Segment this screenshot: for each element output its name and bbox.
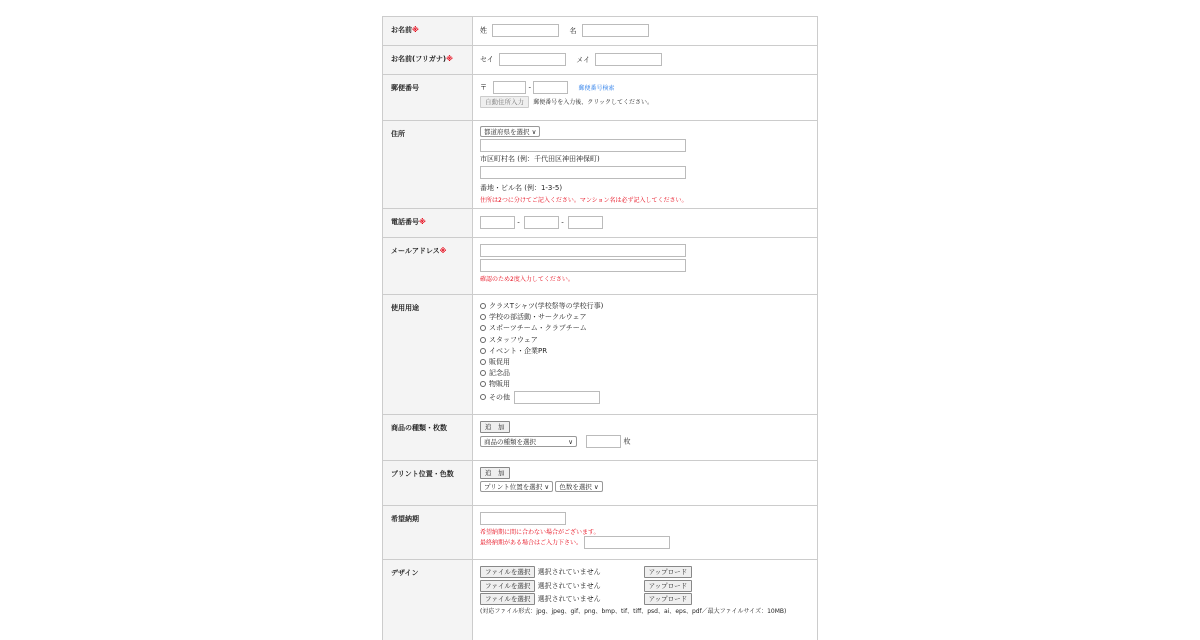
file-select-button[interactable]: ファイルを選択 [480, 593, 535, 605]
postal-search-link[interactable]: 郵便番号検索 [578, 84, 615, 92]
kana-mei-label: メイ [576, 55, 591, 64]
no-file-text: 選択されていません [537, 568, 601, 576]
usage-option[interactable]: 物販用 [480, 379, 810, 390]
postal-code-2-input[interactable] [533, 81, 568, 94]
postal-mark: 〒 [480, 83, 487, 92]
phone-dash-1: - [517, 218, 520, 227]
radio-icon[interactable] [480, 348, 486, 354]
row-email [383, 238, 817, 295]
radio-icon[interactable] [480, 337, 486, 343]
prefecture-select[interactable]: 都道府県を選択 ∨ [480, 126, 540, 137]
design-label: デザイン [383, 560, 473, 640]
kana-label: お名前(フリガナ)※ [383, 46, 473, 74]
usage-option[interactable]: 販促用 [480, 357, 810, 368]
radio-icon[interactable] [480, 370, 486, 376]
usage-other-input[interactable] [514, 391, 600, 404]
email-input[interactable] [480, 244, 686, 257]
city-hint: 市区町村名 (例：千代田区神田神保町) [480, 155, 600, 163]
mei-label: 名 [569, 26, 577, 35]
file-select-button[interactable]: ファイルを選択 [480, 566, 535, 578]
print-position-select[interactable]: プリント位置を選択 ∨ [480, 481, 553, 492]
last-name-input[interactable] [492, 24, 559, 37]
print-color-select[interactable]: 色数を選択 ∨ [555, 481, 602, 492]
row-postal [383, 75, 817, 121]
delivery-note-1: 希望納期に間に合わない場合がございます。 [480, 529, 600, 536]
phone-2-input[interactable] [524, 216, 559, 229]
sei-label: 姓 [480, 26, 487, 35]
product-type-select[interactable]: 商品の種類を選択 ∨ [480, 436, 577, 447]
kana-sei-label: セイ [480, 55, 494, 64]
auto-address-button[interactable]: 自動住所入力 [480, 96, 529, 108]
name-label: お名前※ [383, 17, 473, 45]
postal-note: 郵便番号を入力後、クリックしてください。 [533, 99, 653, 106]
no-file-text: 選択されていません [537, 595, 601, 603]
upload-button[interactable]: アップロード [644, 593, 693, 605]
usage-option[interactable]: 記念品 [480, 368, 810, 379]
usage-label: 使用用途 [383, 295, 473, 414]
row-delivery [383, 506, 817, 560]
street-hint: 番地・ビル名 (例：1-3-5) [480, 184, 563, 192]
row-phone [383, 209, 817, 238]
row-usage [383, 295, 817, 415]
usage-option[interactable]: クラスTシャツ(学校祭等の学校行事) [480, 301, 810, 312]
usage-option[interactable]: スタッフウェア [480, 335, 810, 346]
upload-button[interactable]: アップロード [644, 566, 693, 578]
row-name [383, 17, 817, 46]
postal-dash: - [528, 83, 531, 92]
address-label: 住所 [383, 121, 473, 208]
order-form [382, 16, 818, 640]
final-deadline-input[interactable] [584, 536, 670, 549]
phone-label: 電話番号※ [383, 209, 473, 237]
radio-icon[interactable] [480, 314, 486, 320]
quantity-unit: 枚 [623, 437, 631, 446]
usage-option[interactable]: その他 [480, 391, 810, 404]
file-select-button[interactable]: ファイルを選択 [480, 580, 535, 592]
usage-option[interactable]: 学校の部活動・サークルウェア [480, 312, 810, 323]
delivery-date-input[interactable] [480, 512, 566, 525]
file-formats-note: (対応ファイル形式：jpg、jpeg、gif、png、bmp、tif、tiff、psd、ai、eps、pdf／最大ファイルサイズ：10MB) [480, 607, 787, 615]
print-label: プリント位置・色数 [383, 461, 473, 505]
postal-label: 郵便番号 [383, 75, 473, 120]
product-label: 商品の種類・枚数 [383, 415, 473, 460]
row-kana [383, 46, 817, 75]
no-file-text: 選択されていません [537, 581, 601, 590]
email-note: 確認のため2度入力してください。 [480, 276, 574, 283]
row-print [383, 461, 817, 506]
phone-dash-2: - [561, 218, 564, 227]
postal-code-1-input[interactable] [493, 81, 526, 94]
city-input[interactable] [480, 139, 686, 152]
street-input[interactable] [480, 166, 686, 179]
delivery-label: 希望納期 [383, 506, 473, 559]
address-note: 住所は2つに分けてご記入ください。マンション名は必ず記入してください。 [480, 197, 688, 204]
usage-option[interactable]: イベント・企業PR [480, 346, 810, 357]
usage-option[interactable]: スポーツチーム・クラブチーム [480, 323, 810, 334]
radio-icon[interactable] [480, 394, 486, 400]
kana-last-input[interactable] [499, 53, 566, 66]
row-design [383, 560, 817, 640]
phone-3-input[interactable] [568, 216, 603, 229]
radio-icon[interactable] [480, 359, 486, 365]
row-product [383, 415, 817, 461]
email-label: メールアドレス※ [383, 238, 473, 294]
delivery-note-2: 最終納期がある場合はご入力下さい。 [480, 539, 583, 547]
add-print-button[interactable]: 追 加 [480, 467, 510, 479]
first-name-input[interactable] [582, 24, 649, 37]
radio-icon[interactable] [480, 381, 486, 387]
upload-button[interactable]: アップロード [644, 580, 693, 592]
phone-1-input[interactable] [480, 216, 515, 229]
kana-first-input[interactable] [595, 53, 662, 66]
radio-icon[interactable] [480, 303, 486, 309]
email-confirm-input[interactable] [480, 259, 686, 272]
radio-icon[interactable] [480, 325, 486, 331]
add-product-button[interactable]: 追 加 [480, 421, 510, 433]
row-address [383, 121, 817, 209]
quantity-input[interactable] [586, 435, 621, 448]
